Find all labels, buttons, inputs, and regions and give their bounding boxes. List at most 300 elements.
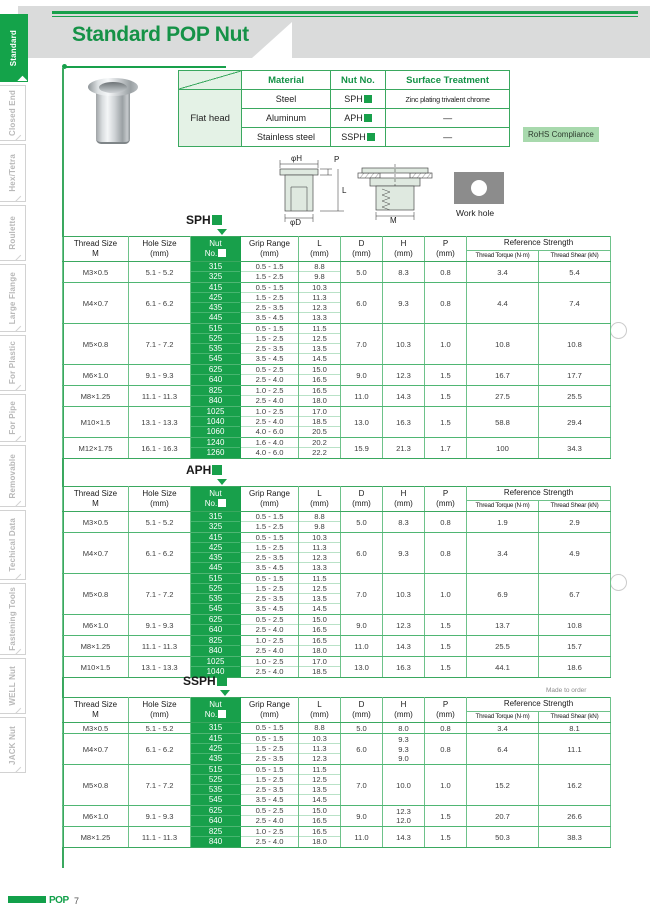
- cell-h: 14.3: [383, 827, 425, 848]
- table-row: [63, 407, 611, 438]
- cell-h: 8.0: [383, 723, 425, 734]
- cell-p: 1.7: [425, 438, 467, 459]
- cell-grip-range: [241, 365, 299, 386]
- table-row: [63, 827, 611, 848]
- cell-nut-no-line: 1060: [206, 427, 225, 437]
- sidebar-item-well-nut[interactable]: [0, 658, 26, 714]
- cell-l: [299, 386, 341, 407]
- header-rule-thin: [52, 16, 638, 17]
- cell-l: [299, 438, 341, 459]
- cell-h: 10.3: [383, 574, 425, 615]
- cell-l-line: 22.2: [312, 448, 327, 458]
- cell-thread-shear: 38.3: [539, 827, 611, 848]
- cell-p: 0.8: [425, 262, 467, 283]
- cell-grip-range-line: 0.5 - 1.5: [241, 262, 298, 272]
- col-header-hole-size: Hole Size (mm): [129, 237, 191, 262]
- cell-thread-torque: 3.4: [467, 723, 539, 734]
- cell-thread-size: M6×1.0: [63, 806, 129, 827]
- table-row: [63, 657, 611, 678]
- col-header-thread-torque: Thread Torque (N·m): [467, 500, 539, 512]
- col-header-thread-shear: Thread Shear (kN): [539, 500, 611, 512]
- page-title: Standard POP Nut: [72, 23, 249, 46]
- cell-grip-range: [241, 723, 299, 734]
- cell-p: 0.8: [425, 512, 467, 533]
- cell-thread-size: M10×1.5: [63, 407, 129, 438]
- col-header-material: Material: [242, 71, 330, 90]
- cell-grip-range-line: 2.5 - 4.0: [255, 625, 284, 635]
- cell-grip-range-line: 2.5 - 4.0: [241, 417, 298, 427]
- table-row: [63, 533, 611, 574]
- table-row: [63, 574, 611, 615]
- cell-h: 16.3: [383, 407, 425, 438]
- cell-nut-no: [191, 365, 241, 386]
- work-hole-label: Work hole: [456, 208, 495, 218]
- cell-nut-no-line: 425: [191, 293, 240, 303]
- cell-thread-shear: 29.4: [539, 407, 611, 438]
- cell-grip-range-line: 0.5 - 1.5: [255, 723, 284, 733]
- cell-nut-no-line: 1025: [191, 657, 240, 667]
- sidebar-item-jack-nut[interactable]: [0, 717, 26, 773]
- cell-l-line: 14.5: [312, 604, 327, 614]
- cell-thread-size: M8×1.25: [63, 386, 129, 407]
- cell-d: 7.0: [341, 574, 383, 615]
- col-header-p: P (mm): [425, 237, 467, 262]
- cell-nut-no: [191, 615, 241, 636]
- cell-nut-no-line: 435: [191, 553, 240, 563]
- cell-p: 0.8: [425, 723, 467, 734]
- cell-h: 9.3 9.3 9.0: [383, 734, 425, 765]
- cell-grip-range-line: 0.5 - 1.5: [241, 574, 298, 584]
- sidebar-item-roulette[interactable]: [0, 205, 26, 261]
- col-header-thread-shear: Thread Shear (kN): [539, 711, 611, 723]
- nut-color-swatch-icon: [364, 114, 372, 122]
- binder-hole: [610, 322, 627, 339]
- col-header-h: H (mm): [383, 698, 425, 723]
- cell-thread-torque: 13.7: [467, 615, 539, 636]
- nut-no-value: APH: [330, 109, 385, 128]
- cell-grip-range-line: 0.5 - 1.5: [241, 324, 298, 334]
- cell-thread-size: M4×0.7: [63, 533, 129, 574]
- cell-nut-no: [191, 806, 241, 827]
- cell-grip-range-line: 1.5 - 2.5: [241, 775, 298, 785]
- cell-p: 1.0: [425, 765, 467, 806]
- cell-l: [299, 533, 341, 574]
- cell-grip-range-line: 0.5 - 1.5: [241, 283, 298, 293]
- cell-h: 12.3: [383, 365, 425, 386]
- cell-d: 6.0: [341, 283, 383, 324]
- cell-l-line: 13.5: [299, 594, 340, 604]
- spec-table-ssph: [62, 697, 611, 848]
- cell-h: 14.3: [383, 386, 425, 407]
- cell-l-line: 16.5: [312, 375, 327, 385]
- cell-grip-range-line: 2.5 - 4.0: [255, 837, 284, 847]
- cell-thread-shear: 10.8: [539, 615, 611, 636]
- table-row: [63, 615, 611, 636]
- cell-hole-size: 9.1 - 9.3: [129, 615, 191, 636]
- cell-nut-no-line: 315: [191, 512, 240, 522]
- section-label-ssph: SSPH: [183, 674, 227, 688]
- cell-grip-range-line: 0.5 - 2.5: [241, 365, 298, 375]
- cell-d: 5.0: [341, 512, 383, 533]
- cell-h: 16.3: [383, 657, 425, 678]
- cell-l-line: 13.5: [299, 785, 340, 795]
- cell-nut-no-line: 515: [191, 765, 240, 775]
- cell-h: 8.3: [383, 262, 425, 283]
- cell-d: 15.9: [341, 438, 383, 459]
- cell-l-line: 9.8: [314, 522, 325, 532]
- cell-thread-size: M3×0.5: [63, 723, 129, 734]
- col-header-l: L (mm): [299, 698, 341, 723]
- sidebar-item-label: Roulette: [8, 216, 17, 250]
- cell-grip-range-line: 0.5 - 1.5: [241, 533, 298, 543]
- cell-l-line: 20.2: [299, 438, 340, 448]
- cell-grip-range-line: 2.5 - 4.0: [255, 396, 284, 406]
- cell-d: 9.0: [341, 615, 383, 636]
- cell-grip-range-line: 1.5 - 2.5: [241, 744, 298, 754]
- sidebar-item-for-pipe[interactable]: [0, 394, 26, 442]
- cell-l-line: 10.3: [299, 734, 340, 744]
- cell-thread-torque: 15.2: [467, 765, 539, 806]
- cell-thread-shear: 5.4: [539, 262, 611, 283]
- cell-l-line: 16.5: [299, 636, 340, 646]
- cell-p: 1.5: [425, 827, 467, 848]
- cell-grip-range-line: 2.5 - 3.5: [241, 344, 298, 354]
- cell-h: 12.3: [383, 615, 425, 636]
- cell-thread-shear: 18.6: [539, 657, 611, 678]
- cell-nut-no-line: 435: [191, 303, 240, 313]
- cell-grip-range-line: 3.5 - 4.5: [255, 313, 284, 323]
- cell-p: 1.5: [425, 386, 467, 407]
- cell-grip-range-line: 2.5 - 4.0: [255, 816, 284, 826]
- nut-no-value: SPH: [330, 90, 385, 109]
- sidebar-item-techical-data[interactable]: [0, 510, 26, 580]
- made-to-order-note: Made to order: [546, 687, 587, 694]
- cell-thread-torque: 1.9: [467, 512, 539, 533]
- spec-table-aph: [62, 486, 611, 678]
- cell-nut-no-line: 435: [208, 754, 223, 764]
- cell-nut-no: [191, 765, 241, 806]
- cell-l-line: 9.8: [314, 272, 325, 282]
- sidebar-item-for-plastic[interactable]: [0, 335, 26, 391]
- cell-grip-range-line: 3.5 - 4.5: [255, 563, 284, 573]
- sidebar-item-hex-tetra[interactable]: [0, 144, 26, 202]
- cell-hole-size: 7.1 - 7.2: [129, 324, 191, 365]
- section-arrow-aph: [217, 479, 227, 485]
- cell-grip-range-line: 0.5 - 2.5: [241, 615, 298, 625]
- cell-grip-range: [241, 615, 299, 636]
- cell-nut-no-line: 625: [191, 806, 240, 816]
- cell-grip-range-line: 2.5 - 3.5: [255, 754, 284, 764]
- cell-hole-size: 13.1 - 13.3: [129, 407, 191, 438]
- cell-thread-torque: 27.5: [467, 386, 539, 407]
- nut-color-swatch-icon: [212, 465, 222, 475]
- section-label-sph: SPH: [186, 213, 222, 227]
- sidebar-item-label: Standard: [9, 29, 18, 67]
- col-header-nut-no: Nut No.: [191, 698, 241, 723]
- cell-h: 12.3 12.0: [383, 806, 425, 827]
- cell-grip-range-line: 1.0 - 2.5: [241, 636, 298, 646]
- cell-d: 9.0: [341, 806, 383, 827]
- cell-grip-range: [241, 734, 299, 765]
- cell-p: 1.0: [425, 324, 467, 365]
- cell-nut-no: [191, 386, 241, 407]
- sidebar-item-label: JACK Nut: [8, 725, 17, 765]
- cell-grip-range-line: 0.5 - 1.5: [241, 512, 298, 522]
- cell-thread-torque: 100: [467, 438, 539, 459]
- cell-l: [299, 574, 341, 615]
- cell-nut-no-line: 415: [191, 533, 240, 543]
- col-header-hole-size: Hole Size (mm): [129, 487, 191, 512]
- cell-nut-no: [191, 407, 241, 438]
- cell-nut-no-line: 415: [191, 734, 240, 744]
- cell-nut-no-line: 1240: [191, 438, 240, 448]
- cell-thread-size: M3×0.5: [63, 512, 129, 533]
- cell-thread-torque: 4.4: [467, 283, 539, 324]
- cell-grip-range: [241, 657, 299, 678]
- cell-nut-no-line: 525: [191, 775, 240, 785]
- sidebar-item-label: Large Flange: [8, 271, 17, 325]
- cell-thread-size: M4×0.7: [63, 734, 129, 765]
- cell-grip-range-line: 3.5 - 4.5: [255, 604, 284, 614]
- cell-l-line: 13.3: [312, 313, 327, 323]
- cell-d: 11.0: [341, 636, 383, 657]
- cell-thread-torque: 44.1: [467, 657, 539, 678]
- cell-nut-no: [191, 723, 241, 734]
- cell-hole-size: 16.1 - 16.3: [129, 438, 191, 459]
- table-row: [63, 283, 611, 324]
- dim-label-phi-h: φH: [291, 154, 302, 163]
- cell-hole-size: 7.1 - 7.2: [129, 765, 191, 806]
- table-row: [63, 723, 611, 734]
- cell-nut-no: [191, 438, 241, 459]
- cell-nut-no-line: 315: [191, 262, 240, 272]
- cell-grip-range: [241, 827, 299, 848]
- section-label-aph: APH: [186, 463, 222, 477]
- sidebar-item-label: WELL Nut: [8, 666, 17, 706]
- cell-l-line: 15.0: [299, 365, 340, 375]
- cell-nut-no-line: 425: [191, 543, 240, 553]
- cell-l: [299, 324, 341, 365]
- col-header-h: H (mm): [383, 237, 425, 262]
- cell-d: 11.0: [341, 827, 383, 848]
- cell-thread-shear: 7.4: [539, 283, 611, 324]
- cell-l: [299, 262, 341, 283]
- cell-thread-torque: 50.3: [467, 827, 539, 848]
- cell-grip-range-line: 3.5 - 4.5: [255, 795, 284, 805]
- col-header-thread-size: Thread Size M: [63, 487, 129, 512]
- cell-l-line: 13.3: [312, 563, 327, 573]
- cell-h: 8.3: [383, 512, 425, 533]
- cell-h: 9.3: [383, 533, 425, 574]
- sidebar-item-fastening-tools[interactable]: [0, 583, 26, 655]
- cell-l-line: 17.0: [299, 407, 340, 417]
- cell-l-line: 14.5: [312, 354, 327, 364]
- product-photo-rivet-nut: [84, 72, 142, 152]
- cell-hole-size: 7.1 - 7.2: [129, 574, 191, 615]
- head-type-cell: Flat head: [179, 90, 242, 147]
- cell-l-line: 11.5: [299, 574, 340, 584]
- cell-l-line: 13.5: [299, 344, 340, 354]
- cell-l-line: 12.3: [312, 754, 327, 764]
- cell-hole-size: 13.1 - 13.3: [129, 657, 191, 678]
- tab-corner-fold: [14, 255, 26, 261]
- cell-thread-torque: 58.8: [467, 407, 539, 438]
- col-header-h: H (mm): [383, 487, 425, 512]
- cell-l: [299, 723, 341, 734]
- col-header-nut-no: Nut No.: [191, 487, 241, 512]
- sidebar-item-label: Hex/Tetra: [8, 154, 17, 192]
- col-header-nut-no: Nut No.: [191, 237, 241, 262]
- cell-nut-no: [191, 827, 241, 848]
- spec-header-row: [63, 698, 611, 712]
- cell-nut-no-line: 1260: [206, 448, 225, 458]
- cell-h: 9.3: [383, 283, 425, 324]
- col-header-grip-range: Grip Range (mm): [241, 698, 299, 723]
- cell-nut-no-line: 315: [208, 723, 223, 733]
- cell-nut-no-line: 625: [191, 615, 240, 625]
- cell-l: [299, 283, 341, 324]
- cell-p: 1.0: [425, 574, 467, 615]
- cell-grip-range-line: 0.5 - 2.5: [241, 806, 298, 816]
- spec-header-row: [63, 237, 611, 251]
- cell-nut-no-line: 840: [208, 396, 223, 406]
- cell-grip-range-line: 1.0 - 2.5: [241, 827, 298, 837]
- table-row: [63, 386, 611, 407]
- cell-l: [299, 365, 341, 386]
- cell-p: 0.8: [425, 533, 467, 574]
- cell-p: 1.5: [425, 657, 467, 678]
- cell-l-line: 14.5: [312, 795, 327, 805]
- cell-nut-no-line: 640: [208, 625, 223, 635]
- cell-l-line: 10.3: [299, 533, 340, 543]
- footer-page-number: 7: [74, 896, 80, 906]
- cell-l-line: 12.3: [299, 303, 340, 313]
- cell-grip-range-line: 1.5 - 2.5: [241, 334, 298, 344]
- cell-grip-range-line: 4.0 - 6.0: [255, 448, 284, 458]
- cell-thread-shear: 10.8: [539, 324, 611, 365]
- cell-grip-range-line: 2.5 - 4.0: [255, 646, 284, 656]
- cell-l-line: 11.3: [299, 543, 340, 553]
- sidebar-tabs[interactable]: [0, 14, 28, 776]
- cell-l-line: 12.3: [299, 553, 340, 563]
- cell-thread-shear: 4.9: [539, 533, 611, 574]
- cell-l-line: 16.5: [312, 625, 327, 635]
- cell-thread-shear: 6.7: [539, 574, 611, 615]
- corner-cell: [179, 71, 242, 90]
- cell-hole-size: 5.1 - 5.2: [129, 512, 191, 533]
- cell-l: [299, 512, 341, 533]
- col-header-thread-size: Thread Size M: [63, 237, 129, 262]
- cell-hole-size: 5.1 - 5.2: [129, 262, 191, 283]
- surface-value: Zinc plating trivalent chrome: [386, 90, 510, 109]
- cell-h: 10.3: [383, 324, 425, 365]
- section-arrow-ssph: [220, 690, 230, 696]
- cell-nut-no-line: 840: [208, 837, 223, 847]
- cell-nut-no-line: 525: [191, 584, 240, 594]
- cell-hole-size: 6.1 - 6.2: [129, 734, 191, 765]
- binder-hole: [610, 574, 627, 591]
- cell-grip-range: [241, 324, 299, 365]
- cell-nut-no-line: 325: [208, 522, 223, 532]
- table-row: [63, 636, 611, 657]
- cell-thread-size: M12×1.75: [63, 438, 129, 459]
- cell-thread-shear: 34.3: [539, 438, 611, 459]
- cell-d: 5.0: [341, 262, 383, 283]
- cell-grip-range-line: 0.5 - 1.5: [241, 765, 298, 775]
- cell-nut-no-line: 325: [208, 272, 223, 282]
- cell-l-line: 18.5: [312, 667, 327, 677]
- cell-nut-no: [191, 324, 241, 365]
- col-header-d: D (mm): [341, 487, 383, 512]
- footer-brand: POP: [49, 895, 69, 906]
- nut-color-swatch-icon: [217, 676, 227, 686]
- cell-thread-size: M4×0.7: [63, 283, 129, 324]
- cell-p: 0.8: [425, 283, 467, 324]
- cell-thread-size: M6×1.0: [63, 365, 129, 386]
- cell-nut-no-line: 640: [208, 816, 223, 826]
- cell-nut-no-line: 640: [208, 375, 223, 385]
- cell-nut-no-line: 825: [191, 636, 240, 646]
- cell-nut-no: [191, 262, 241, 283]
- table-row: [63, 806, 611, 827]
- col-header-thread-shear: Thread Shear (kN): [539, 250, 611, 262]
- cell-d: 13.0: [341, 407, 383, 438]
- cell-l-line: 16.5: [299, 386, 340, 396]
- sidebar-item-standard[interactable]: [0, 14, 28, 82]
- cell-grip-range: [241, 512, 299, 533]
- cell-h: 10.0: [383, 765, 425, 806]
- surface-value: —: [386, 128, 510, 147]
- cell-nut-no-line: 535: [191, 344, 240, 354]
- cell-thread-shear: 2.9: [539, 512, 611, 533]
- table-row: [63, 734, 611, 765]
- col-header-l: L (mm): [299, 237, 341, 262]
- material-table: [178, 70, 510, 147]
- cell-nut-no-line: 1025: [191, 407, 240, 417]
- table-row: [63, 365, 611, 386]
- cell-thread-torque: 3.4: [467, 533, 539, 574]
- cell-thread-size: M8×1.25: [63, 636, 129, 657]
- col-header-nut-no: Nut No.: [330, 71, 385, 90]
- cell-l-line: 12.5: [299, 334, 340, 344]
- cell-nut-no-line: 545: [208, 604, 223, 614]
- cell-grip-range-line: 1.5 - 2.5: [255, 272, 284, 282]
- cell-l-line: 18.0: [312, 396, 327, 406]
- cell-nut-no-line: 545: [208, 795, 223, 805]
- cell-grip-range: [241, 386, 299, 407]
- cell-grip-range-line: 1.5 - 2.5: [255, 522, 284, 532]
- cell-hole-size: 6.1 - 6.2: [129, 283, 191, 324]
- table-row: [63, 512, 611, 533]
- sidebar-item-large-flange[interactable]: [0, 264, 26, 332]
- cell-l-line: 11.5: [299, 324, 340, 334]
- cell-hole-size: 9.1 - 9.3: [129, 365, 191, 386]
- rivet-nut-bore: [99, 82, 127, 93]
- cell-nut-no: [191, 533, 241, 574]
- cell-thread-shear: 16.2: [539, 765, 611, 806]
- cell-l: [299, 765, 341, 806]
- table-row: [63, 324, 611, 365]
- cell-nut-no: [191, 283, 241, 324]
- col-header-d: D (mm): [341, 237, 383, 262]
- tab-corner-fold: [14, 196, 26, 202]
- cell-thread-shear: 15.7: [539, 636, 611, 657]
- cell-nut-no-line: 825: [191, 827, 240, 837]
- sidebar-item-removable[interactable]: [0, 445, 26, 507]
- cell-grip-range-line: 2.5 - 3.5: [241, 594, 298, 604]
- cell-grip-range-line: 2.5 - 3.5: [241, 785, 298, 795]
- sidebar-item-closed-end[interactable]: [0, 85, 26, 141]
